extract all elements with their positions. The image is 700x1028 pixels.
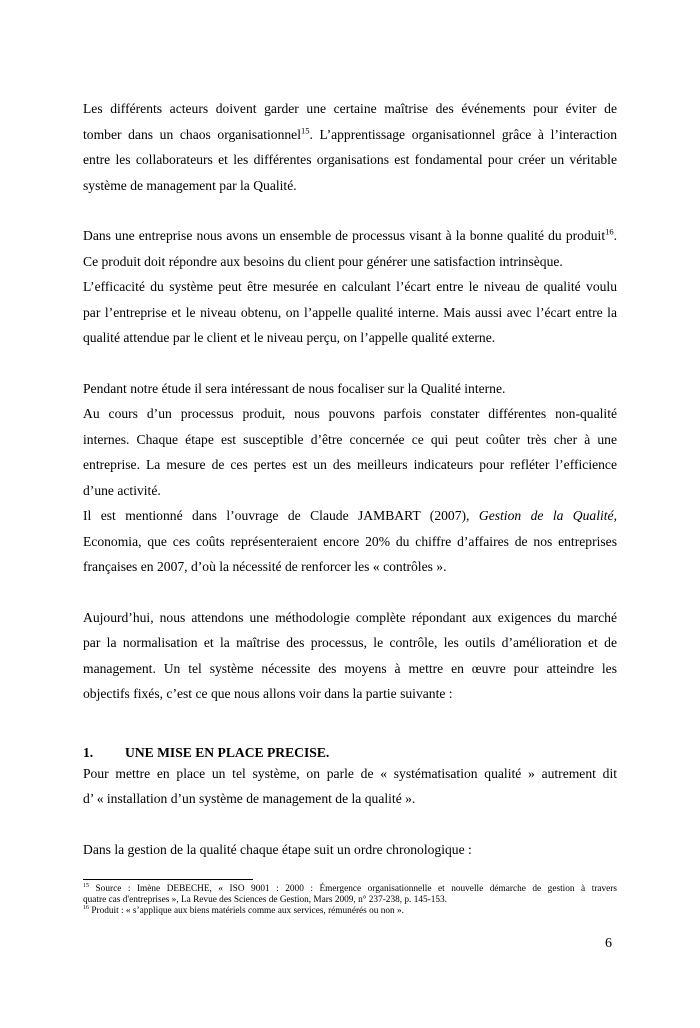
text-line: tomber dans un chaos organisationnel$^{15}$. L’apprentissage organisationnel grâce à l’interaction <box>83 124 617 142</box>
text-line: Aujourd’hui, nous attendons une méthodologie complète répondant aux exigences du marché <box>83 609 617 625</box>
text-line: françaises en 2007, d’où la nécessité de renforcer les « contrôles ». <box>83 559 447 574</box>
footnote-16: $^{16}$ Produit : « s’applique aux biens matériels comme aux services, rémunérés ou non ». <box>83 904 404 916</box>
text-line: système de management par la Qualité. <box>83 177 297 193</box>
text-line: L’efficacité du système peut être mesurée en calculant l’écart entre le niveau de qualité voulu <box>83 279 617 294</box>
footnotes <box>83 884 617 917</box>
footnote-ref-15: 15 <box>301 124 310 135</box>
text-line: entreprise. La mesure de ces pertes est un des meilleurs indicateurs pour refléter l’efficience <box>83 457 617 472</box>
section-heading <box>83 745 617 761</box>
paragraph-2 <box>83 223 617 351</box>
text-line: objectifs fixés, c’est ce que nous allons voir dans la partie suivante : <box>83 686 453 701</box>
text-line: Les différents acteurs doivent garder une certaine maîtrise des événements pour éviter de <box>83 101 617 116</box>
footnote-15: $^{15}$ Source : Imène DEBECHE, « ISO 9001 : 2000 : Émergence organisationnelle et nouvelle démarche de gestion à travers quatre cas d'entreprises », La Revue des Sciences de Gestion, Mars 2009, n° 237-238, p. 145-153. <box>83 882 617 905</box>
text-line: d’une activité. <box>83 482 161 498</box>
section-number: 1. <box>83 744 94 760</box>
text-line: Dans la gestion de la qualité chaque étape suit un ordre chronologique : <box>83 841 472 857</box>
text-line: management. Un tel système nécessite des moyens à mettre en œuvre pour atteindre les <box>83 660 617 676</box>
text-line: Ce produit doit répondre aux besoins du client pour générer une satisfaction intrinsèque. <box>83 253 563 269</box>
paragraph-3 <box>83 376 617 580</box>
text-line: d’ « installation d’un système de management de la qualité ». <box>83 791 416 806</box>
paragraph-5 <box>83 761 617 812</box>
text-line: internes. Chaque étape est susceptible d’être concernée ce qui peut coûter très cher à une <box>83 431 617 447</box>
text-line: par l’entreprise et le niveau obtenu, on l’appelle qualité interne. Mais aussi avec l’écart entre la <box>83 304 617 320</box>
text-line: qualité attendue par le client et le niveau perçu, on l’appelle qualité externe. <box>83 330 496 345</box>
text-line: entre les collaborateurs et les différentes organisations est fondamental pour créer un véritable <box>83 152 617 167</box>
text-line: Pendant notre étude il sera intéressant de nous focaliser sur la Qualité interne. <box>83 380 506 396</box>
paragraph-4 <box>83 605 617 707</box>
page-body <box>83 96 617 862</box>
paragraph-6 <box>83 837 617 863</box>
text-line: Dans une entreprise nous avons un ensemble de processus visant à la bonne qualité du produit$^{16}$. <box>83 226 617 243</box>
text-line: Economia, que ces coûts représenteraient encore 20% du chiffre d’affaires de nos entreprises <box>83 533 617 549</box>
footnote-ref-16: 16 <box>605 226 614 237</box>
text-line: Pour mettre en place un tel système, on parle de « systématisation qualité » autrement dit <box>83 765 617 781</box>
footnote-separator <box>83 879 253 880</box>
text-line: par la normalisation et la maîtrise des processus, le contrôle, les outils d’amélioration et de <box>83 635 617 650</box>
page-number: 6 <box>605 936 612 951</box>
paragraph-1 <box>83 96 617 198</box>
text-line: Il est mentionné dans l’ouvrage de Claude JAMBART (2007), Gestion de la Qualité, <box>83 508 617 523</box>
section-title: UNE MISE EN PLACE PRECISE. <box>125 744 330 760</box>
text-line: Au cours d’un processus produit, nous pouvons parfois constater différentes non-qualité <box>83 406 617 421</box>
book-title: Gestion de la Qualité <box>478 508 614 523</box>
